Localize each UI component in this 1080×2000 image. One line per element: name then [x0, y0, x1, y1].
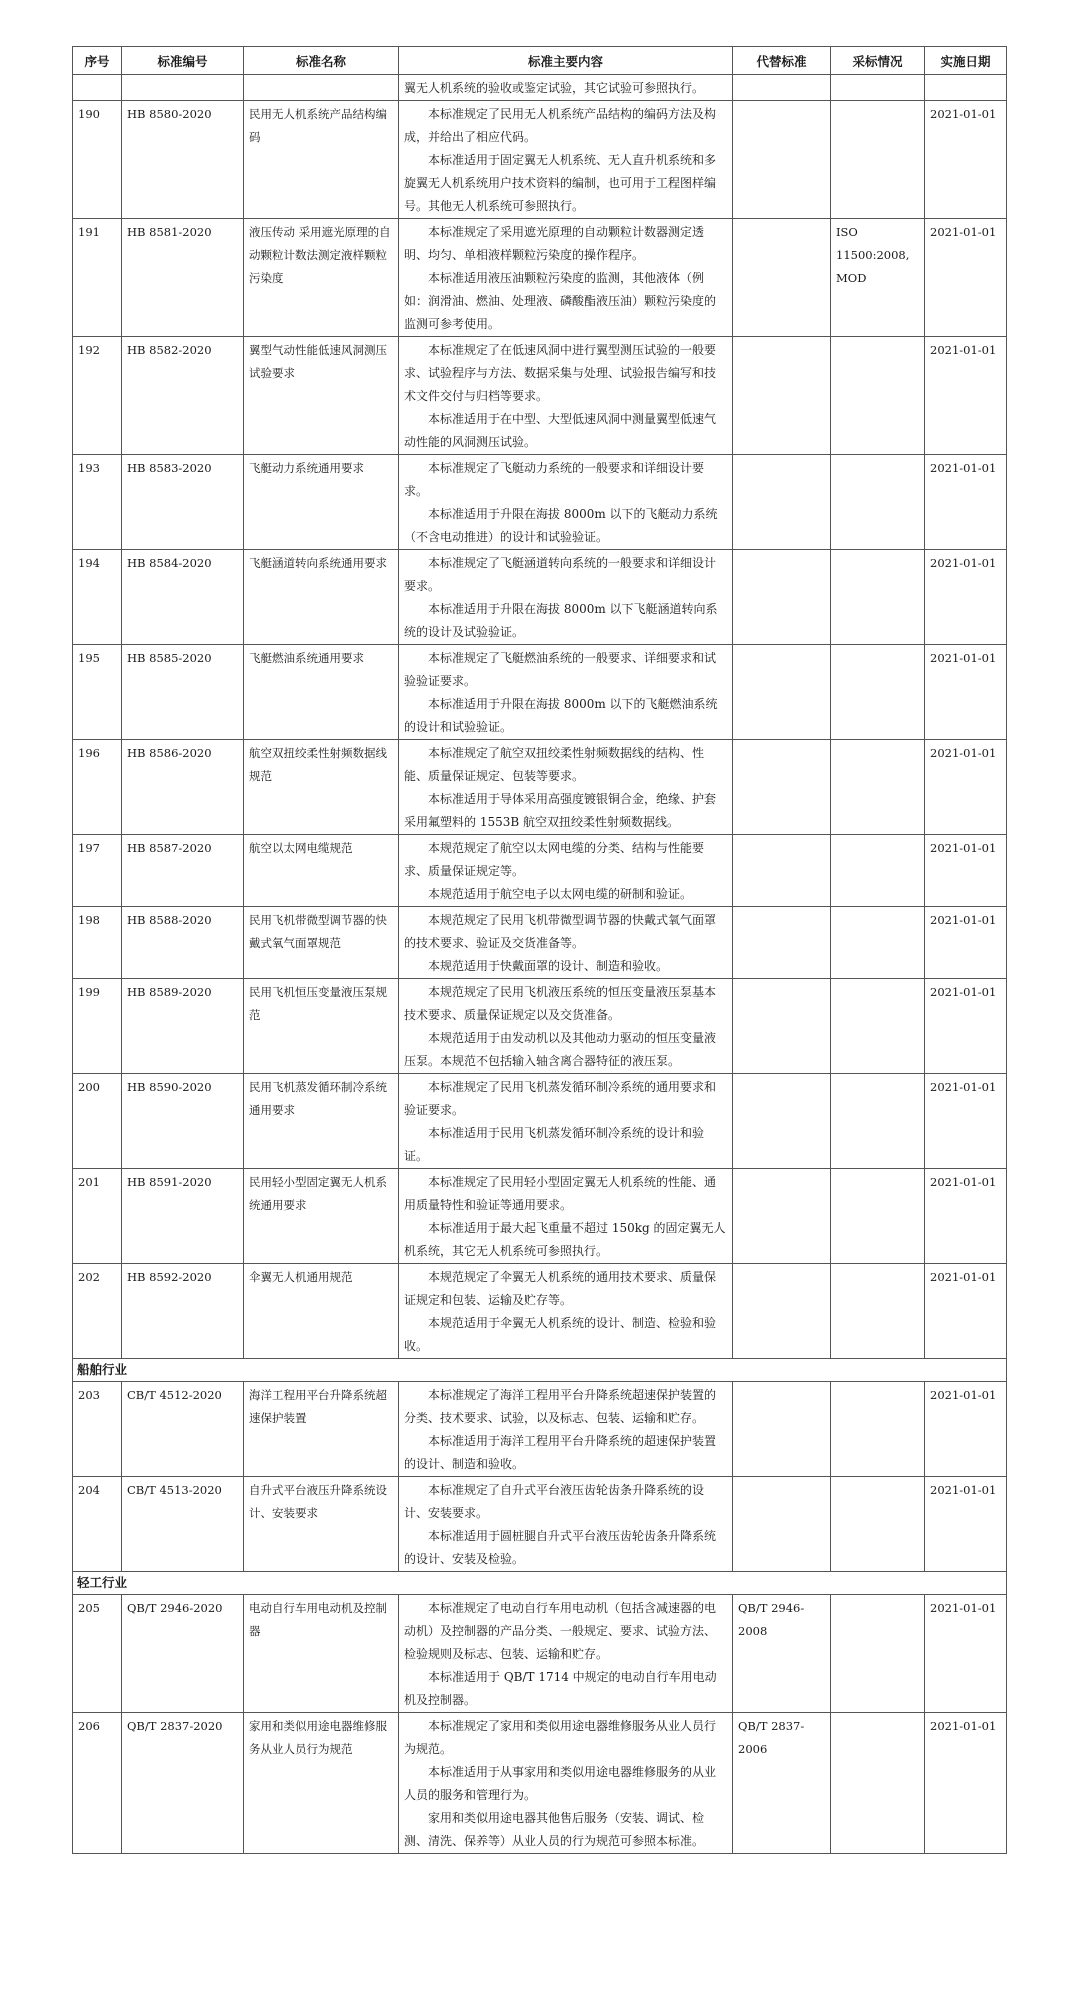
cell-seq: 202	[73, 1264, 122, 1359]
cell-adoption	[831, 835, 925, 907]
cell-content	[399, 75, 733, 101]
table-row	[73, 1074, 1007, 1169]
content-paragraph: 本规范适用于伞翼无人机系统的设计、制造、检验和验收。	[404, 1316, 717, 1353]
cell-adoption	[831, 101, 925, 219]
cell-name: 电动自行车用电动机及控制器	[244, 1595, 399, 1713]
cell-name: 伞翼无人机通用规范	[244, 1264, 399, 1359]
table-row	[73, 1382, 1007, 1477]
content-paragraph: 本标准适用于海洋工程用平台升降系统的超速保护装置的设计、制造和验收。	[404, 1434, 717, 1471]
cell-seq: 206	[73, 1713, 122, 1854]
cell-replaces	[733, 907, 831, 979]
header-adoption: 采标情况	[831, 47, 925, 75]
cell-date: 2021-01-01	[925, 1713, 1007, 1854]
table-row	[73, 1169, 1007, 1264]
cell-adoption	[831, 1595, 925, 1713]
cell-seq: 198	[73, 907, 122, 979]
cell-name: 翼型气动性能低速风洞测压试验要求	[244, 337, 399, 455]
table-row	[73, 219, 1007, 337]
table-row	[73, 645, 1007, 740]
cell-date: 2021-01-01	[925, 1169, 1007, 1264]
content-paragraph: 本标准规定了飞艇燃油系统的一般要求、详细要求和试验验证要求。	[404, 651, 717, 688]
cell-content	[399, 219, 733, 337]
cell-replaces: QB/T 2837-2006	[733, 1713, 831, 1854]
header-seq: 序号	[73, 47, 122, 75]
cell-adoption	[831, 75, 925, 101]
cell-name	[244, 75, 399, 101]
cell-adoption: ISO 11500:2008, MOD	[831, 219, 925, 337]
cell-replaces	[733, 455, 831, 550]
cell-code: HB 8581-2020	[122, 219, 244, 337]
cell-replaces	[733, 740, 831, 835]
cell-adoption	[831, 645, 925, 740]
content-paragraph: 翼无人机系统的验收或鉴定试验，其它试验可参照执行。	[404, 81, 705, 95]
content-paragraph: 本标准适用于固定翼无人机系统、无人直升机系统和多旋翼无人机系统用户技术资料的编制，也可用于工程图样编号。其他无人机系统可参照执行。	[404, 153, 717, 213]
content-paragraph: 本标准规定了民用轻小型固定翼无人机系统的性能、通用质量特性和验证等通用要求。	[404, 1175, 717, 1212]
table-row	[73, 75, 1007, 101]
cell-content	[399, 550, 733, 645]
cell-content	[399, 907, 733, 979]
cell-date	[925, 75, 1007, 101]
cell-name: 民用无人机系统产品结构编码	[244, 101, 399, 219]
cell-seq: 192	[73, 337, 122, 455]
content-paragraph: 本规范规定了伞翼无人机系统的通用技术要求、质量保证规定和包装、运输及贮存等。	[404, 1270, 717, 1307]
content-paragraph: 本标准适用于圆桩腿自升式平台液压齿轮齿条升降系统的设计、安装及检验。	[404, 1529, 717, 1566]
table-row	[73, 101, 1007, 219]
header-content: 标准主要内容	[399, 47, 733, 75]
table-row	[73, 1477, 1007, 1572]
cell-replaces	[733, 1169, 831, 1264]
cell-adoption	[831, 1169, 925, 1264]
cell-name: 飞艇燃油系统通用要求	[244, 645, 399, 740]
cell-seq: 196	[73, 740, 122, 835]
cell-code: HB 8587-2020	[122, 835, 244, 907]
cell-adoption	[831, 1713, 925, 1854]
cell-seq: 191	[73, 219, 122, 337]
cell-code: HB 8585-2020	[122, 645, 244, 740]
cell-adoption	[831, 740, 925, 835]
content-paragraph: 本规范规定了民用飞机液压系统的恒压变量液压泵基本技术要求、质量保证规定以及交货准备。	[404, 985, 717, 1022]
cell-seq	[73, 75, 122, 101]
cell-adoption	[831, 979, 925, 1074]
cell-adoption	[831, 455, 925, 550]
content-paragraph: 本标准适用于最大起飞重量不超过 150kg 的固定翼无人机系统，其它无人机系统可参照执行。	[404, 1221, 726, 1258]
cell-content	[399, 979, 733, 1074]
standards-page	[72, 46, 1006, 1854]
content-paragraph: 本标准规定了家用和类似用途电器维修服务从业人员行为规范。	[404, 1719, 717, 1756]
cell-date: 2021-01-01	[925, 740, 1007, 835]
cell-content	[399, 835, 733, 907]
cell-adoption	[831, 1264, 925, 1359]
cell-code: HB 8582-2020	[122, 337, 244, 455]
content-paragraph: 本标准规定了海洋工程用平台升降系统超速保护装置的分类、技术要求、试验，以及标志、包装、运输和贮存。	[404, 1388, 717, 1425]
cell-date: 2021-01-01	[925, 455, 1007, 550]
cell-content	[399, 1264, 733, 1359]
cell-seq: 197	[73, 835, 122, 907]
cell-seq: 200	[73, 1074, 122, 1169]
cell-code: HB 8586-2020	[122, 740, 244, 835]
cell-replaces	[733, 550, 831, 645]
cell-adoption	[831, 337, 925, 455]
content-paragraph: 本标准适用于从事家用和类似用途电器维修服务的从业人员的服务和管理行为。	[404, 1765, 717, 1802]
content-paragraph: 本标准适用于升限在海拔 8000m 以下的飞艇燃油系统的设计和试验验证。	[404, 697, 718, 734]
content-paragraph: 本标准适用于在中型、大型低速风洞中测量翼型低速气动性能的风洞测压试验。	[404, 412, 717, 449]
cell-adoption	[831, 1074, 925, 1169]
table-row	[73, 550, 1007, 645]
cell-name: 家用和类似用途电器维修服务从业人员行为规范	[244, 1713, 399, 1854]
table-row	[73, 979, 1007, 1074]
cell-date: 2021-01-01	[925, 219, 1007, 337]
table-row	[73, 1595, 1007, 1713]
table-body	[73, 75, 1007, 1854]
table-header-row	[73, 47, 1007, 75]
cell-date: 2021-01-01	[925, 907, 1007, 979]
content-paragraph: 本标准规定了采用遮光原理的自动颗粒计数器测定透明、均匀、单相液样颗粒污染度的操作程序。	[404, 225, 705, 262]
header-date: 实施日期	[925, 47, 1007, 75]
cell-adoption	[831, 550, 925, 645]
cell-seq: 203	[73, 1382, 122, 1477]
cell-replaces	[733, 1382, 831, 1477]
cell-seq: 190	[73, 101, 122, 219]
content-paragraph: 本标准适用于 QB/T 1714 中规定的电动自行车用电动机及控制器。	[404, 1670, 717, 1707]
cell-code: HB 8591-2020	[122, 1169, 244, 1264]
content-paragraph: 本规范规定了民用飞机带微型调节器的快戴式氧气面罩的技术要求、验证及交货准备等。	[404, 913, 717, 950]
cell-code: HB 8590-2020	[122, 1074, 244, 1169]
content-paragraph: 本标准规定了飞艇动力系统的一般要求和详细设计要求。	[404, 461, 705, 498]
table-row	[73, 740, 1007, 835]
cell-content	[399, 1382, 733, 1477]
cell-code: HB 8588-2020	[122, 907, 244, 979]
cell-content	[399, 1595, 733, 1713]
cell-date: 2021-01-01	[925, 1382, 1007, 1477]
content-paragraph: 本标准规定了电动自行车用电动机（包括含减速器的电动机）及控制器的产品分类、一般规定、要求、试验方法、检验规则及标志、包装、运输和贮存。	[404, 1601, 717, 1661]
cell-name: 飞艇动力系统通用要求	[244, 455, 399, 550]
cell-date: 2021-01-01	[925, 101, 1007, 219]
cell-seq: 201	[73, 1169, 122, 1264]
cell-code: HB 8589-2020	[122, 979, 244, 1074]
cell-replaces	[733, 1477, 831, 1572]
cell-seq: 204	[73, 1477, 122, 1572]
table-row	[73, 455, 1007, 550]
content-paragraph: 本规范适用于航空电子以太网电缆的研制和验证。	[428, 887, 693, 901]
cell-adoption	[831, 1477, 925, 1572]
cell-date: 2021-01-01	[925, 337, 1007, 455]
cell-content	[399, 337, 733, 455]
cell-adoption	[831, 907, 925, 979]
table-row	[73, 1264, 1007, 1359]
content-paragraph: 本规范适用于快戴面罩的设计、制造和验收。	[428, 959, 669, 973]
cell-replaces	[733, 645, 831, 740]
content-paragraph: 本标准规定了在低速风洞中进行翼型测压试验的一般要求、试验程序与方法、数据采集与处理、试验报告编写和技术文件交付与归档等要求。	[404, 343, 717, 403]
content-paragraph: 本标准适用于升限在海拔 8000m 以下的飞艇动力系统（不含电动推进）的设计和试验验证。	[404, 507, 718, 544]
cell-date: 2021-01-01	[925, 979, 1007, 1074]
content-paragraph: 本标准规定了民用无人机系统产品结构的编码方法及构成，并给出了相应代码。	[404, 107, 717, 144]
cell-content	[399, 455, 733, 550]
cell-replaces	[733, 219, 831, 337]
cell-name: 航空以太网电缆规范	[244, 835, 399, 907]
cell-name: 液压传动 采用遮光原理的自动颗粒计数法测定液样颗粒污染度	[244, 219, 399, 337]
cell-content	[399, 1713, 733, 1854]
cell-date: 2021-01-01	[925, 645, 1007, 740]
content-paragraph: 本标准适用于升限在海拔 8000m 以下飞艇涵道转向系统的设计及试验验证。	[404, 602, 718, 639]
cell-seq: 199	[73, 979, 122, 1074]
cell-code: QB/T 2837-2020	[122, 1713, 244, 1854]
section-label: 船舶行业	[73, 1359, 1007, 1382]
content-paragraph: 本标准适用于民用飞机蒸发循环制冷系统的设计和验证。	[404, 1126, 705, 1163]
cell-code: HB 8584-2020	[122, 550, 244, 645]
content-paragraph: 本标准适用液压油颗粒污染度的监测，其他液体（例如：润滑油、燃油、处理液、磷酸酯液压油）颗粒污染度的监测可参考使用。	[404, 271, 717, 331]
table-row	[73, 337, 1007, 455]
cell-content	[399, 1074, 733, 1169]
cell-replaces	[733, 1074, 831, 1169]
header-code: 标准编号	[122, 47, 244, 75]
content-paragraph: 本规范适用于由发动机以及其他动力驱动的恒压变量液压泵。本规范不包括输入轴含离合器特征的液压泵。	[404, 1031, 717, 1068]
cell-content	[399, 101, 733, 219]
cell-content	[399, 1477, 733, 1572]
cell-date: 2021-01-01	[925, 1477, 1007, 1572]
cell-content	[399, 1169, 733, 1264]
cell-date: 2021-01-01	[925, 1264, 1007, 1359]
cell-content	[399, 645, 733, 740]
cell-code: HB 8592-2020	[122, 1264, 244, 1359]
cell-name: 航空双扭绞柔性射频数据线规范	[244, 740, 399, 835]
cell-name: 自升式平台液压升降系统设计、安装要求	[244, 1477, 399, 1572]
cell-code: HB 8583-2020	[122, 455, 244, 550]
cell-code	[122, 75, 244, 101]
cell-adoption	[831, 1382, 925, 1477]
cell-replaces	[733, 337, 831, 455]
cell-replaces	[733, 1264, 831, 1359]
cell-name: 民用飞机蒸发循环制冷系统通用要求	[244, 1074, 399, 1169]
cell-seq: 193	[73, 455, 122, 550]
cell-name: 海洋工程用平台升降系统超速保护装置	[244, 1382, 399, 1477]
cell-seq: 195	[73, 645, 122, 740]
cell-name: 飞艇涵道转向系统通用要求	[244, 550, 399, 645]
cell-name: 民用轻小型固定翼无人机系统通用要求	[244, 1169, 399, 1264]
section-label: 轻工行业	[73, 1572, 1007, 1595]
cell-name: 民用飞机带微型调节器的快戴式氧气面罩规范	[244, 907, 399, 979]
cell-name: 民用飞机恒压变量液压泵规范	[244, 979, 399, 1074]
content-paragraph: 本标准规定了自升式平台液压齿轮齿条升降系统的设计、安装要求。	[404, 1483, 705, 1520]
cell-date: 2021-01-01	[925, 1074, 1007, 1169]
table-row	[73, 907, 1007, 979]
standards-table	[72, 46, 1007, 1854]
cell-code: CB/T 4513-2020	[122, 1477, 244, 1572]
section-row	[73, 1359, 1007, 1382]
cell-replaces	[733, 101, 831, 219]
cell-code: QB/T 2946-2020	[122, 1595, 244, 1713]
content-paragraph: 本标准规定了飞艇涵道转向系统的一般要求和详细设计要求。	[404, 556, 717, 593]
cell-replaces: QB/T 2946-2008	[733, 1595, 831, 1713]
cell-seq: 205	[73, 1595, 122, 1713]
content-paragraph: 本标准适用于导体采用高强度镀银铜合金，绝缘、护套采用氟塑料的 1553B 航空双扭绞柔性射频数据线。	[404, 792, 717, 829]
content-paragraph: 本标准规定了民用飞机蒸发循环制冷系统的通用要求和验证要求。	[404, 1080, 717, 1117]
cell-date: 2021-01-01	[925, 550, 1007, 645]
header-replaces: 代替标准	[733, 47, 831, 75]
cell-replaces	[733, 75, 831, 101]
content-paragraph: 本规范规定了航空以太网电缆的分类、结构与性能要求、质量保证规定等。	[404, 841, 705, 878]
cell-date: 2021-01-01	[925, 835, 1007, 907]
content-paragraph: 本标准规定了航空双扭绞柔性射频数据线的结构、性能、质量保证规定、包装等要求。	[404, 746, 705, 783]
cell-date: 2021-01-01	[925, 1595, 1007, 1713]
section-row	[73, 1572, 1007, 1595]
cell-content	[399, 740, 733, 835]
cell-code: HB 8580-2020	[122, 101, 244, 219]
cell-code: CB/T 4512-2020	[122, 1382, 244, 1477]
cell-replaces	[733, 979, 831, 1074]
content-paragraph: 家用和类似用途电器其他售后服务（安装、调试、检测、清洗、保养等）从业人员的行为规范可参照本标准。	[404, 1811, 705, 1848]
header-name: 标准名称	[244, 47, 399, 75]
table-row	[73, 835, 1007, 907]
cell-seq: 194	[73, 550, 122, 645]
cell-replaces	[733, 835, 831, 907]
table-row	[73, 1713, 1007, 1854]
